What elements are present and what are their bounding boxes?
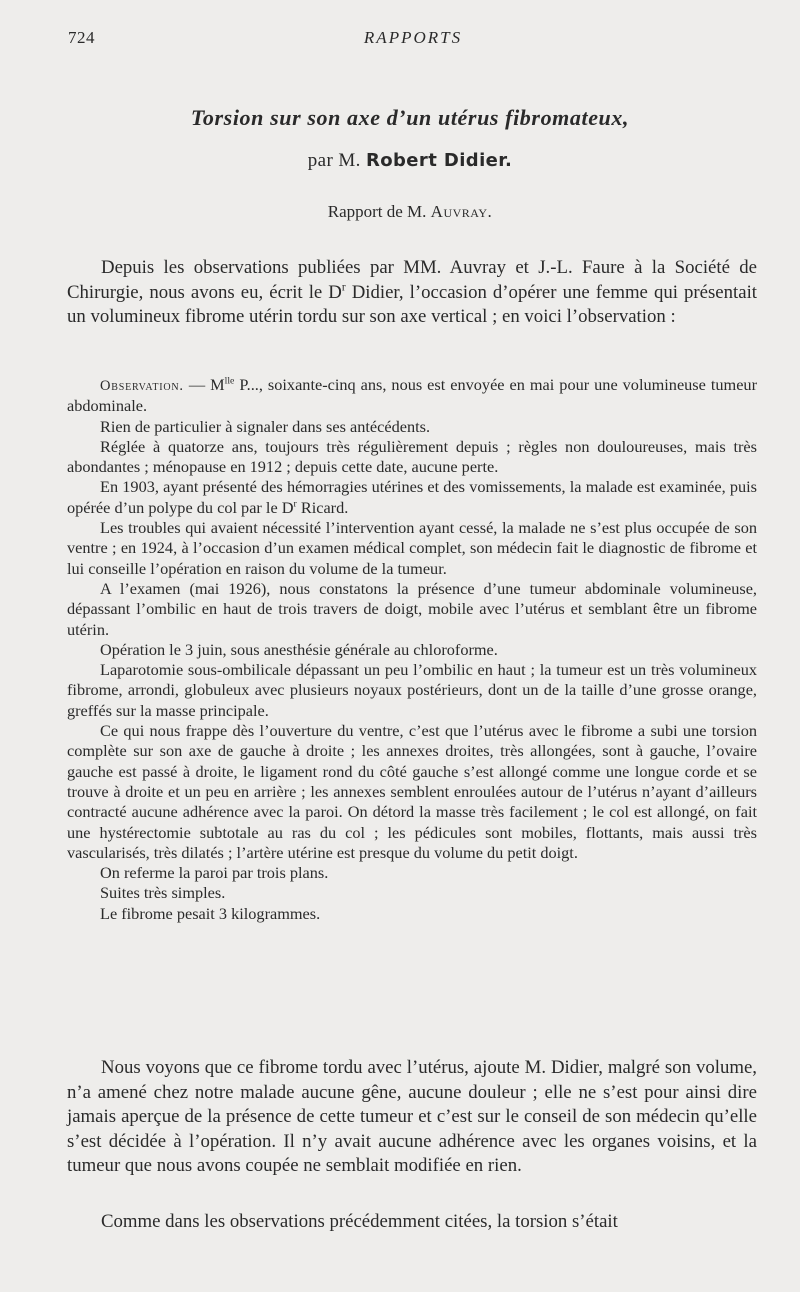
observation-p4-text-1: En 1903, ayant présenté des hémorragies utérines et des vomissements, la malade est examinée, puis opérée d’un polype du col par le D <box>67 477 757 517</box>
observation-paragraph: Les troubles qui avaient nécessité l’intervention ayant cessé, la malade ne s’est plus occupée de son ventre ; en 1924, à l’occasion d’un examen médical complet, son médecin fait le diagnostic de fibrome et lui conseille l’opération en raison du volume de la tumeur. <box>67 518 757 578</box>
observation-paragraph: Suites très simples. <box>100 883 226 903</box>
byline <box>60 150 760 172</box>
observation-paragraph <box>67 477 757 518</box>
observation-paragraph: Le fibrome pesait 3 kilogrammes. <box>100 903 321 923</box>
report-prefix: Rapport de M. <box>327 202 427 221</box>
observation-paragraph: Réglée à quatorze ans, toujours très régulièrement depuis ; règles non douloureuses, mais très abondantes ; ménopause en 1912 ; depuis cette date, aucune perte. <box>67 436 757 477</box>
observation-paragraph: On referme la paroi par trois plans. <box>100 863 329 883</box>
observation-paragraph: Ce qui nous frappe dès l’ouverture du ventre, c’est que l’utérus avec le fibrome a subi une torsion complète sur son axe de gauche à droite ; les annexes droites, très allongées, sont à gauche, l’ovaire gauche est passé à droite, le ligament rond du côté gauche s’est allongé comme une longue corde et se trouve à droite et un peu en arrière ; les annexes semblent enroulées autour de l’utérus n’ayant d’ailleurs contracté aucune adhérence avec la paroi. On détord la masse très facilement ; le col est allongé, on fait une hystérectomie subtotale au ras du col ; les pédicules sont mobiles, flottants, mais aussi très vascularisés, très dilatés ; l’artère utérine est presque du volume du petit doigt. <box>67 721 757 862</box>
observation-sup: lle <box>224 375 235 387</box>
observation-p4-text-2: Ricard. <box>296 497 349 517</box>
observation-paragraph: Opération le 3 juin, sous anesthésie générale au chloroforme. <box>100 639 498 659</box>
page-number: 724 <box>68 28 95 47</box>
observation-heading: Observation. <box>100 378 184 394</box>
rapporteur-name: Auvray. <box>430 202 493 221</box>
article-title: Torsion sur son axe d’un utérus fibromateux, <box>190 105 630 130</box>
intro-paragraph <box>67 256 757 330</box>
observation-paragraph <box>67 375 757 417</box>
report-line <box>60 202 760 222</box>
observation-paragraph: Rien de particulier à signaler dans ses antécédents. <box>100 416 431 436</box>
observation-section <box>67 375 757 924</box>
observation-paragraph: A l’examen (mai 1926), nous constatons la présence d’une tumeur abdominale volumineuse, dépassant l’ombilic en haut de trois travers de doigt, mobile avec l’utérus et semblant être un fibrome utérin. <box>67 578 757 639</box>
observation-p4-sup: r <box>293 498 297 510</box>
observation-paragraph: Laparotomie sous-ombilicale dépassant un peu l’ombilic en haut ; la tumeur est un très volumineux fibrome, arrondi, globuleux avec plusieurs noyaux postérieurs, dont un de la taille d’une grosse orange, greffés sur la masse principale. <box>67 660 757 720</box>
page-header <box>68 28 758 50</box>
observation-first-text: P..., soixante-cinq ans, nous est envoyée en mai pour une volumineuse tumeur abdominale. <box>67 375 757 416</box>
author-name: Robert Didier. <box>366 150 513 171</box>
discussion-paragraph-continued: Comme dans les observations précédemment citées, la torsion s’était <box>101 1211 618 1232</box>
discussion-paragraph: Nous voyons que ce fibrome tordu avec l’utérus, ajoute M. Didier, malgré son volume, n’a amené chez notre malade aucune gêne, aucune douleur ; elle ne s’est pour ainsi dire jamais aperçue de la présence de cette tumeur et c’est sur le conseil de son médecin qu’elle s’est décidée à l’opération. Il n’y avait aucune adhérence avec les organes voisins, et la tumeur que nous avons coupée ne semblait modifiée en rien. <box>67 1057 757 1176</box>
intro-sup: r <box>341 281 346 294</box>
byline-prefix: par M. <box>307 150 361 171</box>
running-head: RAPPORTS <box>363 28 463 47</box>
observation-dash: — M <box>183 375 225 394</box>
intro-text-2: Didier, l’occasion d’opérer une femme qui présentait un volumineux fibrome utérin tordu sur son axe vertical ; en voici l’observation : <box>67 281 757 327</box>
intro-text-1: Depuis les observations publiées par MM. Auvray et J.-L. Faure à la Société de Chirurgie, nous avons eu, écrit le D <box>67 257 757 303</box>
